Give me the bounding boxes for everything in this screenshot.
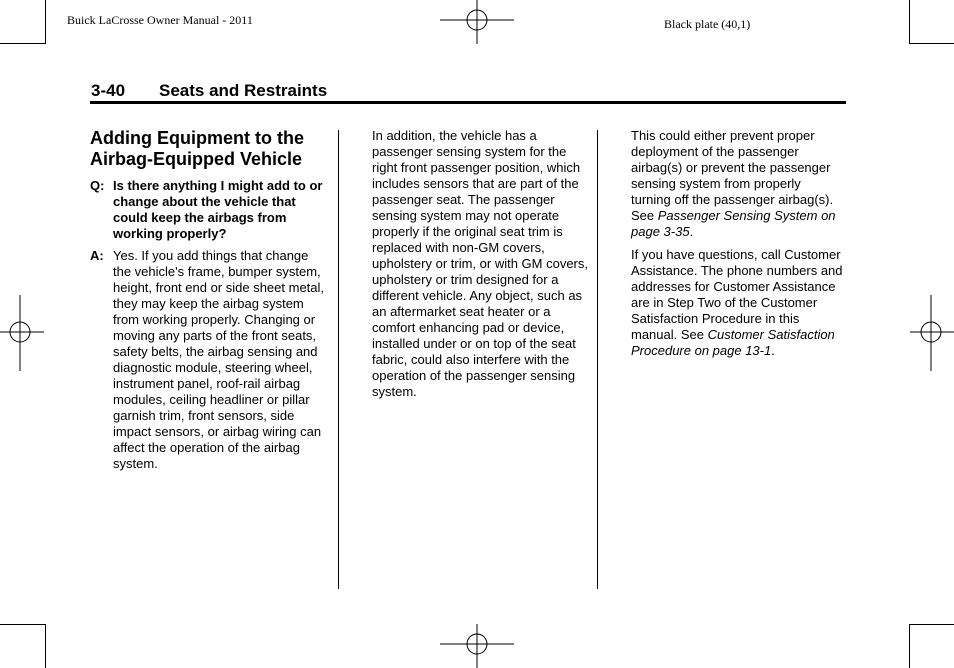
registration-target-right-icon — [910, 295, 954, 371]
registration-target-bottom-icon — [440, 624, 514, 668]
answer-text: Yes. If you add things that change the vehicle's frame, bumper system, height, front end or side sheet metal, they may keep the airbag system from working properly. Changing or moving any parts of the front seats, safety belts, the airbag sensing and diagnostic module, steering wheel, instrument panel, roof-rail airbag modules, ceiling headliner or pillar garnish trim, front sensors, side impact sensors, or airbag wiring can affect the operation of the airbag system. — [113, 248, 325, 471]
crop-mark-top-left-h — [0, 43, 46, 44]
col3-p1-text: This could either prevent proper deployment of the passenger airbag(s) or prevent the passenger sensing system from properly turning off the passenger airbag(s). See — [631, 128, 834, 223]
crop-mark-bottom-right-h — [909, 624, 954, 625]
section-rule — [90, 101, 846, 104]
registration-target-top-icon — [440, 0, 514, 44]
question-block — [90, 178, 330, 242]
col3-p2-end: . — [771, 343, 775, 358]
article-heading-line1: Adding Equipment to the — [90, 128, 304, 148]
column-divider-1 — [338, 130, 339, 589]
article-heading-line2: Airbag-Equipped Vehicle — [90, 149, 303, 169]
column-divider-2 — [597, 130, 598, 589]
col3-paragraph-1 — [631, 128, 843, 240]
registration-target-left-icon — [0, 295, 44, 371]
question-label: Q: — [90, 178, 105, 193]
column-3 — [631, 128, 843, 359]
crop-mark-top-right-h — [909, 43, 954, 44]
page-number: 3-40 — [91, 81, 126, 100]
crop-mark-bottom-left-h — [0, 624, 46, 625]
col2-paragraph: In addition, the vehicle has a passenger sensing system for the right front passenger position, which includes sensors that are part of the passenger seat. The passenger sensing system may not operate properly if the original seat trim is replaced with non-GM covers, upholstery or trim, or with GM covers, upholstery or trim designed for a different vehicle. Any object, such as an aftermarket seat heater or a comfort enhancing pad or device, installed under or on top of the seat fabric, could also interfere with the operation of the passenger sensing system. — [372, 128, 588, 399]
question-text: Is there anything I might add to or change about the vehicle that could keep the airbags from working properly? — [113, 178, 323, 241]
crop-mark-top-left-v — [45, 0, 46, 44]
answer-block — [90, 248, 330, 472]
customer-satisfaction-reference-link[interactable]: Customer Satisfaction Procedure on page 13-1 — [631, 327, 835, 358]
passenger-sensing-reference-link[interactable]: Passenger Sensing System on page 3-35 — [631, 208, 836, 239]
crop-mark-top-right-v — [909, 0, 910, 44]
print-header-left: Buick LaCrosse Owner Manual - 2011 — [67, 13, 253, 27]
col3-p1-end: . — [689, 224, 694, 239]
print-header-right: Black plate (40,1) — [664, 17, 751, 31]
column-1 — [90, 128, 330, 472]
col3-paragraph-2 — [631, 247, 843, 359]
crop-mark-bottom-left-v — [45, 624, 46, 668]
crop-mark-bottom-right-v — [909, 624, 910, 668]
answer-label: A: — [90, 248, 104, 263]
section-title: Seats and Restraints — [159, 81, 328, 100]
column-2 — [372, 128, 588, 400]
col3-p2-text: If you have questions, call Customer Assistance. The phone numbers and addresses for Customer Assistance are in Step Two of the Customer Satisfaction Procedure in this manual. See — [631, 247, 843, 342]
